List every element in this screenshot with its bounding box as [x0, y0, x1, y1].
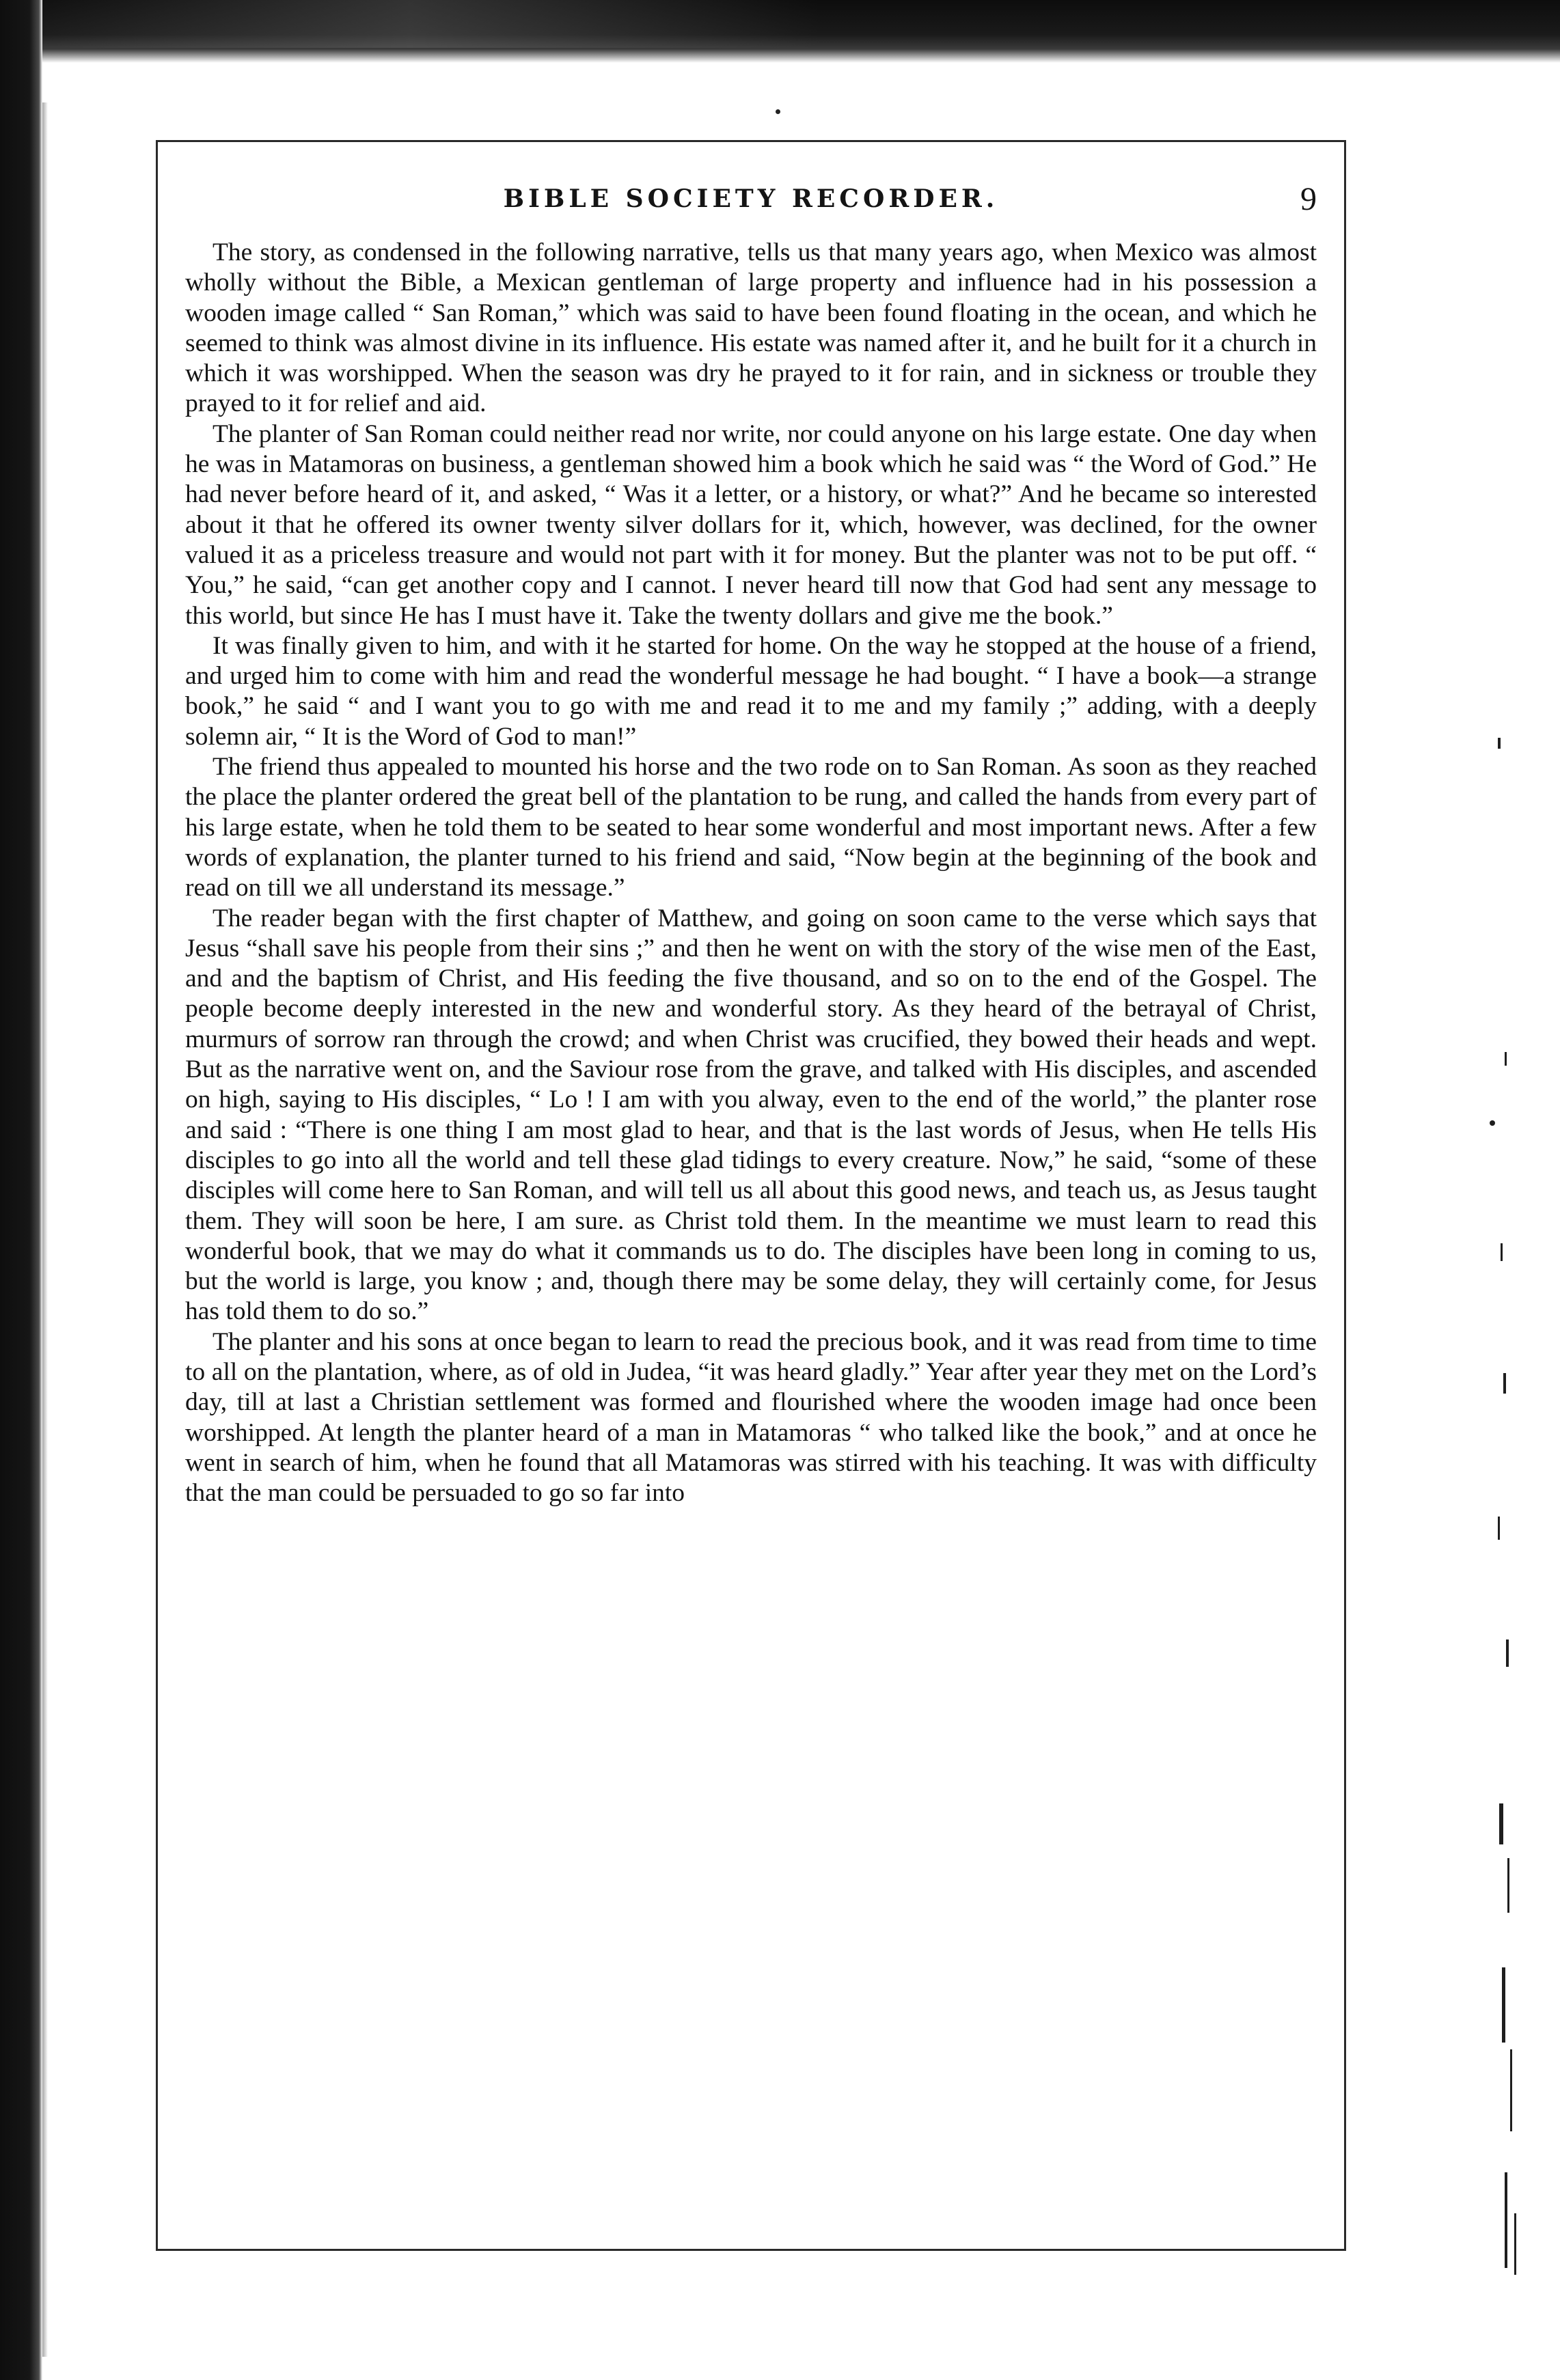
paragraph: The planter of San Roman could neither read nor write, nor could anyone on his large estate. One day when he was in Matamoras on business, a gentleman showed him a book which he said was “ the Word of God.” He had never before heard of it, and asked, “ Was it a letter, or a history, or what?” And he became so interested about it that he offered its owner twenty silver dollars for it, which, however, was declined, for the owner valued it as a priceless treasure and would not part with it for money. But the planter was not to be put off. “ You,” he said, “can get another copy and I cannot. I never heard till now that God had sent any message to this world, but since He has I must have it. Take the twenty dollars and give me the book.”	[185, 419, 1317, 630]
paragraph: The friend thus appealed to mounted his horse and the two rode on to San Roman. As soon as they reached the place the planter ordered the great bell of the plantation to be rung, and called the hands from every part of his large estate, when he told them to be seated to hear some wonderful and most important news. After a few words of explanation, the planter turned to his friend and said, “Now begin at the beginning of the book and read on till we all understand its message.”	[185, 753, 1317, 902]
paragraph: The story, as condensed in the following narrative, tells us that many years ago, when Mexico was almost wholly without the Bible, a Mexican gentleman of large property and influence had in his possession a wooden image called “ San Roman,” which was said to have been found floating in the ocean, and which he seemed to think was almost divine in its influence. His estate was named after it, and he built for it a church in which it was worshipped. When the season was dry he prayed to it for rain, and in sickness or trouble they prayed to it for relief and aid.	[185, 238, 1317, 418]
paragraph: It was finally given to him, and with it he started for home. On the way he stopped at the house of a friend, and urged him to come with him and read the wonderful message he had bought. “ I have a book—a strange book,” he said “ and I want you to go with me and read it to me and my family ;” adding, with a deeply solemn air, “ It is the Word of God to man!”	[185, 631, 1317, 751]
scan-top-shading	[0, 0, 820, 48]
running-head	[158, 181, 1344, 225]
page-frame	[156, 140, 1346, 2251]
page-number: 9	[1300, 181, 1317, 217]
scan-left-border	[0, 0, 42, 2380]
scan-speck	[776, 109, 780, 114]
article-body	[185, 238, 1317, 1508]
paragraph: The planter and his sons at once began to learn to read the precious book, and it was read from time to time to all on the plantation, where, as of old in Judea, “it was heard gladly.” Year after year they met on the Lord’s day, till at last a Christian settlement was formed and flourished where the wooden image had once been worshipped. At length the planter heard of a man in Matamoras “ who talked like the book,” and at once he went in search of him, when he found that all Matamoras was stirred with his teaching. It was with difficulty that the man could be persuaded to go so far into	[185, 1327, 1317, 1508]
scan-right-margin-marks	[1496, 683, 1551, 2323]
page-frame-bottom-rule	[156, 2249, 1346, 2251]
running-title: BIBLE SOCIETY RECORDER.	[503, 184, 999, 213]
paragraph: The reader began with the first chapter of Matthew, and going on soon came to the verse which says that Jesus “shall save his people from their sins ;” and then he went on with the story of the wise men of the East, and and the baptism of Christ, and His feeding the five thousand, and so on to the end of the Gospel. The people become deeply interested in the new and wonderful story. As they heard of the betrayal of Christ, murmurs of sorrow ran through the crowd; and when Christ was crucified, they bowed their heads and wept. But as the narrative went on, and the Saviour rose from the grave, and talked with His disciples, and ascended on high, saying to His disciples, “ Lo ! I am with you alway, even to the end of the world,” the planter rose and said : “There is one thing I am most glad to hear, and that is the last words of Jesus, when He tells His disciples to go into all the world and tell these glad tidings to every creature. Now,” he said, “some of these disciples will come here to San Roman, and will tell us all about this good news, and teach us, as Jesus taught them. They will soon be here, I am sure. as Christ told them. In the meantime we must learn to read this wonderful book, that we may do what it commands us to do. The disciples have been long in coming to us, but the world is large, you know ; and, though there may be some delay, they will certainly come, for Jesus has told them to do so.”	[185, 904, 1317, 1326]
scan-left-shadow	[42, 102, 48, 2357]
